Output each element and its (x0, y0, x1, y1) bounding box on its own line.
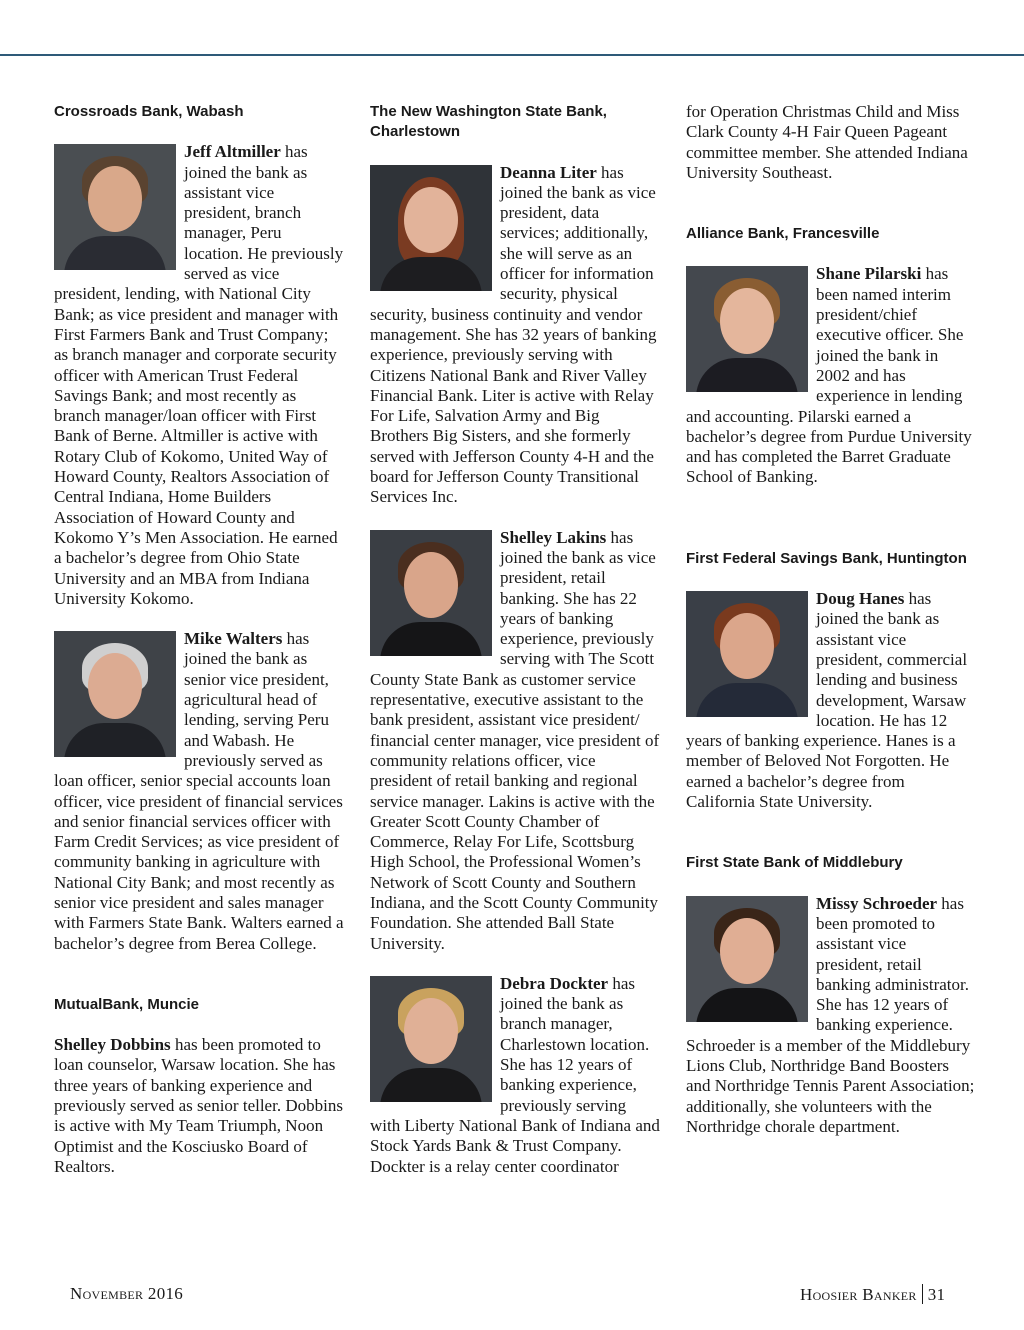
photo-shane-pilarski (686, 266, 808, 392)
bio-hanes: Doug Hanes has joined the bank as assistant vice president, commercial lending and business development, Warsaw location. He has 12 years of banking experience. Hanes is a member of Beloved Not Forgotten. He earned a bachelor’s degree from California State University. (686, 589, 968, 812)
photo-doug-hanes (686, 591, 808, 717)
name-hanes: Doug Hanes (816, 589, 905, 609)
name-liter: Deanna Liter (500, 162, 597, 182)
top-rule (0, 54, 1024, 56)
photo-shelley-lakins (370, 530, 492, 656)
footer-folio (800, 1284, 945, 1305)
bio-lakins: Shelley Lakins has joined the bank as vice president, retail banking. She has 22 years of banking experience, previously serving with The Scott County State Bank as customer service representative, executive assistant to the bank president, assistant vice president/ financial center manager, vice president of community relations officer, vice president of retail banking and regional service manager. Lakins is active with the Greater Scott County Chamber of Commerce, Relay For Life, Scottsburg High School, the Professional Women’s Network of Scott County and Southern Indiana, and the Scott County Community Foundation. She attended Ball State University. (370, 527, 660, 953)
page-number: 31 (927, 1285, 946, 1304)
section-heading-crossroads: Crossroads Bank, Wabash (54, 103, 244, 120)
bio-altmiller: Jeff Altmiller has joined the bank as assistant vice president, branch manager, Peru location. He previously served as vice president, lending, with National City Bank; as vice president and manager with First Farmers Bank and Trust Company; as branch manager and corporate security officer with American Trust Federal Savings Bank; and most recently as branch manager/loan officer with First Bank of Berne. Altmiller is active with Rotary Club of Kokomo, United Way of Howard County, Realtors Association of Central Indiana, Home Builders Association of Howard County and Kokomo Y’s Men Association. He earned a bachelor’s degree from Ohio State University and an MBA from Indiana University Kokomo. (54, 142, 344, 608)
bio-pilarski: Shane Pilarski has been named interim president/chief executive officer. She joined the bank in 2002 and has experience in lending and accounting. Pilarski earned a bachelor’s degree from Purdue University and has completed the Barret Graduate School of Banking. (686, 264, 972, 487)
section-heading-first-federal: First Federal Savings Bank, Huntington (686, 549, 967, 567)
name-walters: Mike Walters (184, 629, 283, 649)
bio-dockter-continued: for Operation Christmas Child and Miss Clark County 4-H Fair Queen Pageant committee member. She attended Indiana University Southeast. (686, 102, 968, 182)
column-3 (686, 102, 976, 1137)
section-heading-new-washington: The New Washington State Bank, Charlestown (370, 103, 607, 141)
photo-deanna-liter (370, 165, 492, 291)
photo-jeff-altmiller (54, 144, 176, 270)
photo-mike-walters (54, 631, 176, 757)
footer-divider (922, 1284, 923, 1304)
column-2 (370, 102, 660, 1177)
bio-dobbins: Shelley Dobbins has been promoted to loan counselor, Warsaw location. She has three years of banking experience and previously served as senior teller. Dobbins is active with My Team Triumph, Noon Optimist and the Kosciusko Board of Realtors. (54, 1035, 343, 1176)
bio-walters: Mike Walters has joined the bank as senior vice president, agricultural head of lending, serving Peru and Wabash. He previously served as loan officer, senior special accounts loan officer, vice president of financial services and senior financial services officer with Farm Credit Services; as vice president of community banking in agriculture with National City Bank; and most recently as senior vice president and sales manager with Farmers State Bank. Walters earned a bachelor’s degree from Berea College. (54, 629, 344, 953)
name-schroeder: Missy Schroeder (816, 893, 938, 913)
photo-debra-dockter (370, 976, 492, 1102)
name-dockter: Debra Dockter (500, 973, 609, 993)
name-altmiller: Jeff Altmiller (184, 142, 281, 162)
photo-missy-schroeder (686, 896, 808, 1022)
column-1 (54, 102, 344, 1177)
section-heading-alliance: Alliance Bank, Francesville (686, 225, 880, 243)
name-lakins: Shelley Lakins (500, 527, 607, 547)
bio-dockter: Debra Dockter has joined the bank as branch manager, Charlestown location. She has 12 years of banking experience, previously serving with Liberty National Bank of Indiana and Stock Yards Bank & Trust Company. Dockter is a relay center coordinator (370, 973, 660, 1176)
bio-liter: Deanna Liter has joined the bank as vice president, data services; additionally, she will serve as an officer for information security, physical security, business continuity and vendor management. She has 32 years of banking experience, previously serving with Citizens National Bank and River Valley Financial Bank. Liter is active with Relay For Life, Salvation Army and Big Brothers Big Sisters, and she formerly served with Jefferson County 4-H and the board for Jefferson County Transitional Services Inc. (370, 162, 657, 507)
name-pilarski: Shane Pilarski (816, 264, 922, 284)
section-heading-mutualbank: MutualBank, Muncie (54, 995, 200, 1013)
bio-schroeder: Missy Schroeder has been promoted to assistant vice president, retail banking administrator. She has 12 years of banking experience. Schroeder is a member of the Middlebury Lions Club, Northridge Band Boosters and Northridge Tennis Parent Association; additionally, she volunteers with the Northridge chorale department. (686, 893, 975, 1136)
footer-magazine-name: Hoosier Banker (800, 1285, 917, 1304)
footer-date: November 2016 (70, 1284, 184, 1303)
name-dobbins: Shelley Dobbins (54, 1035, 171, 1055)
section-heading-first-state: First State Bank of Middlebury (686, 854, 903, 872)
